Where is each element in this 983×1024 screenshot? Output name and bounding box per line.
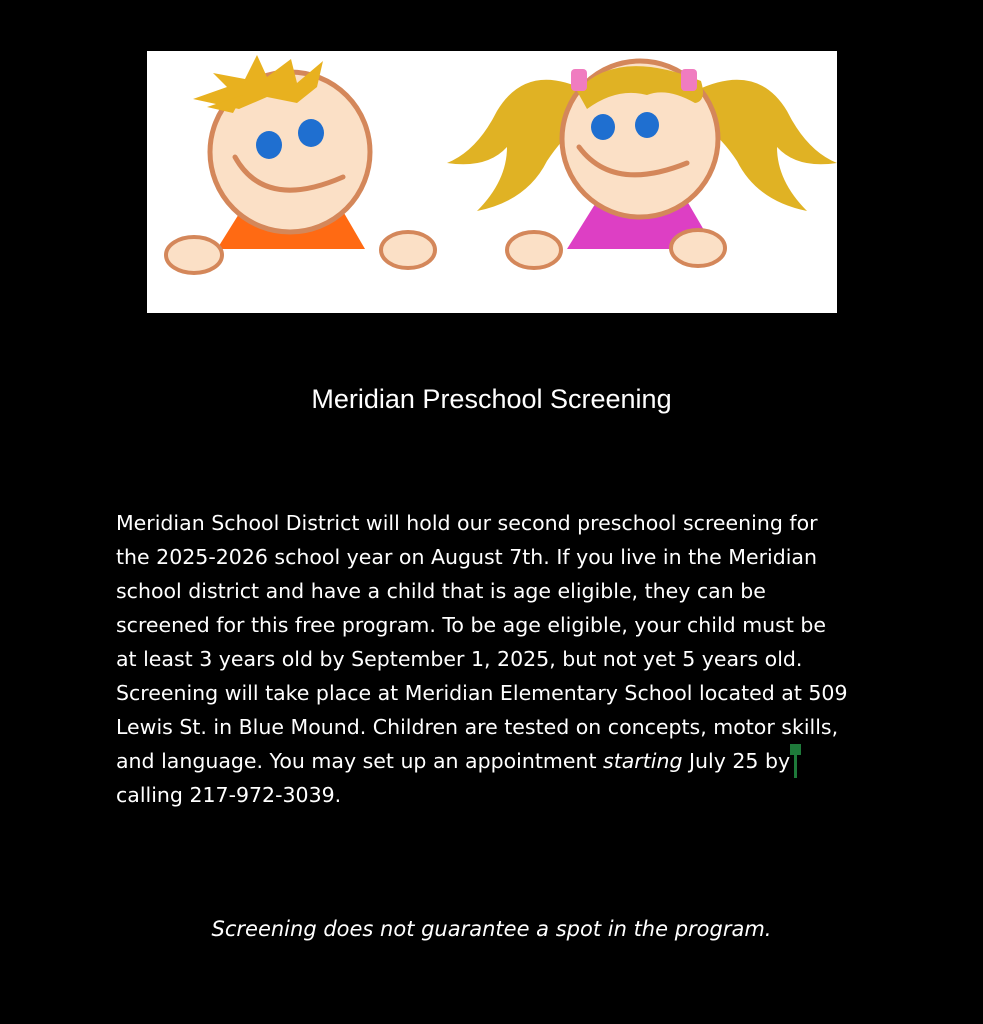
boy-cartoon-icon (166, 55, 435, 273)
body-line-3: school district and have a child that is age eligible, they can be (116, 579, 766, 603)
body-line-1: Meridian School District will hold our second preschool screening for (116, 511, 818, 535)
girl-cartoon-icon (447, 61, 837, 268)
header-illustration (147, 51, 837, 313)
page-title: Meridian Preschool Screening (311, 384, 672, 414)
body-line-8-start: and language. You may set up an appointment (116, 749, 604, 773)
body-line-4: screened for this free program. To be age eligible, your child must be (116, 613, 827, 637)
body-line-8-emphasis: starting (603, 749, 683, 773)
body-line-7: Lewis St. in Blue Mound. Children are tested on concepts, motor skills, (116, 715, 839, 739)
disclaimer-note: Screening does not guarantee a spot in the program. (211, 917, 772, 941)
body-line-8-end: July 25 by (682, 749, 791, 773)
body-line-9: calling 217-972-3039. (116, 783, 342, 807)
body-line-8 (116, 744, 876, 778)
body-line-6: Screening will take place at Meridian Elementary School located at 509 (116, 681, 848, 705)
text-cursor-icon (790, 744, 800, 778)
announcement-body (116, 506, 876, 812)
body-line-2: the 2025-2026 school year on August 7th. If you live in the Meridian (116, 545, 817, 569)
body-line-5: at least 3 years old by September 1, 2025, but not yet 5 years old. (116, 647, 803, 671)
